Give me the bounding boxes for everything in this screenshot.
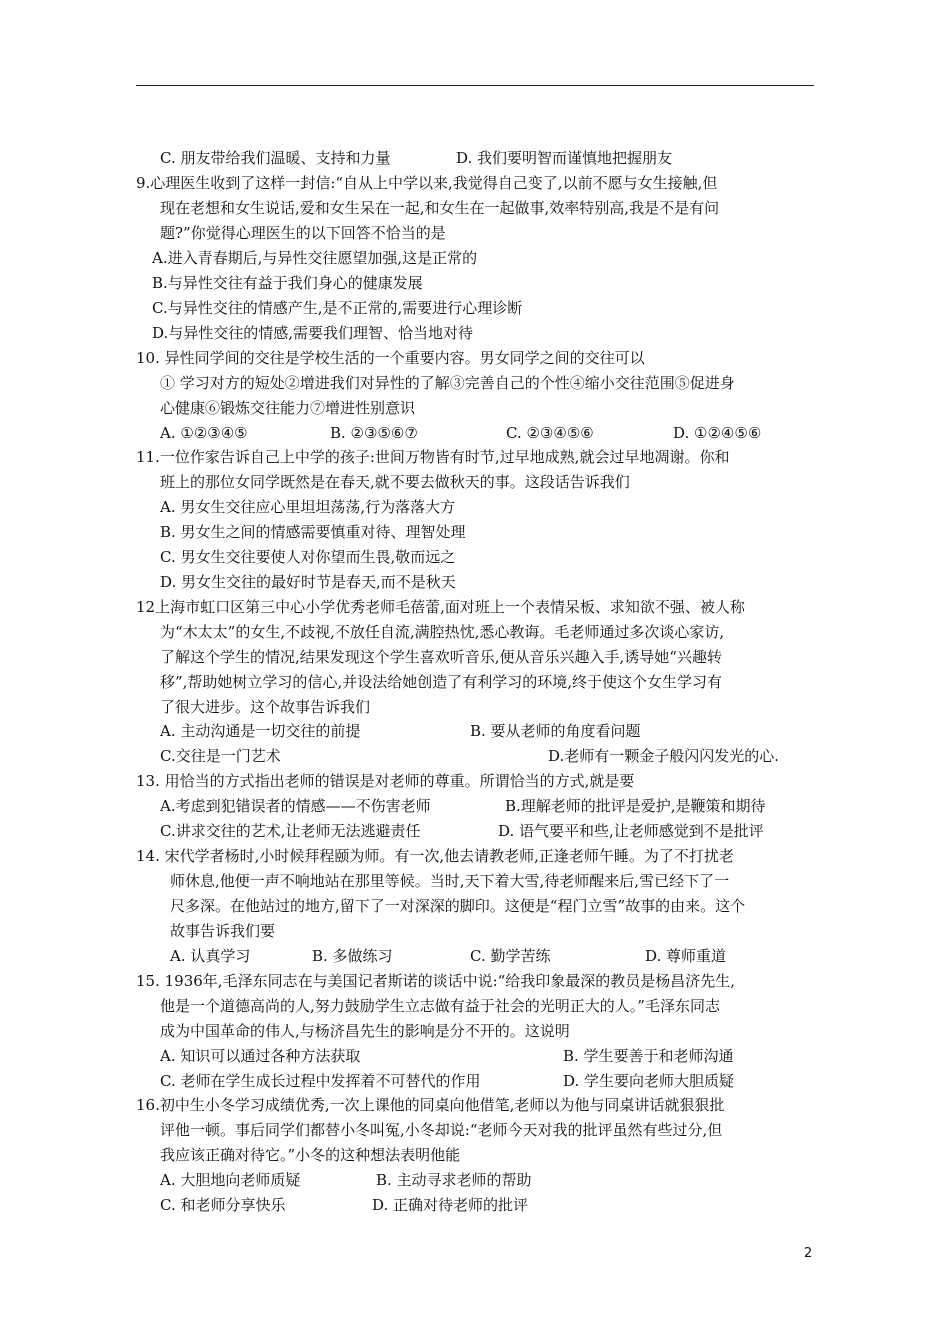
text-line: C. 男女生交往要使人对你望而生畏,敬而远之 xyxy=(160,548,456,566)
text-line: C.与异性交往的情感产生,是不正常的,需要进行心理诊断 xyxy=(152,299,523,317)
text-line: A. 男女生交往应心里坦坦荡荡,行为落落大方 xyxy=(160,498,456,516)
text-line: 评他一顿。事后同学们都替小冬叫冤,小冬却说:“老师今天对我的批评虽然有些过分,但 xyxy=(160,1121,723,1139)
option-text: D. 尊师重道 xyxy=(645,947,727,965)
option-text: D. 学生要向老师大胆质疑 xyxy=(563,1072,735,1090)
option-text: C. 和老师分享快乐 xyxy=(160,1196,286,1214)
text-line: 我应该正确对待它。”小冬的这种想法表明他能 xyxy=(160,1146,461,1164)
text-line: A.进入青春期后,与异性交往愿望加强,这是正常的 xyxy=(152,249,478,267)
option-text: A. ①②③④⑤ xyxy=(160,424,248,442)
text-line: 班上的那位女同学既然是在春天,就不要去做秋天的事。这段话告诉我们 xyxy=(160,473,630,491)
option-text: B. 学生要善于和老师沟通 xyxy=(563,1047,734,1065)
text-line: 9.心理医生收到了这样一封信:“自从上中学以来,我觉得自己变了,以前不愿与女生接触,但 xyxy=(136,174,718,192)
text-line: 他是一个道德高尚的人,努力鼓励学生立志做有益于社会的光明正大的人。”毛泽东同志 xyxy=(160,997,720,1015)
option-text: D. ①②④⑤⑥ xyxy=(673,424,762,442)
text-line: 10. 异性同学间的交往是学校生活的一个重要内容。男女同学之间的交往可以 xyxy=(136,349,645,367)
option-text: B. ②③⑤⑥⑦ xyxy=(330,424,418,442)
option-text: B. 主动寻求老师的帮助 xyxy=(376,1171,532,1189)
option-text: A. 大胆地向老师质疑 xyxy=(160,1171,301,1189)
option-text: D. 语气要平和些,让老师感觉到不是批评 xyxy=(498,822,764,840)
option-text: C. 朋友带给我们温暖、支持和力量 xyxy=(160,149,391,167)
text-line: 15. 1936年,毛泽东同志在与美国记者斯诺的谈话中说:“给我印象最深的教员是杨昌济先生, xyxy=(136,972,736,990)
option-text: A.考虑到犯错误者的情感——不伤害老师 xyxy=(160,797,431,815)
text-line: 为“木太太”的女生,不歧视,不放任自流,满腔热忱,悉心教诲。毛老师通过多次谈心家访, xyxy=(160,623,725,641)
text-line: ① 学习对方的短处②增进我们对异性的了解③完善自己的个性④缩小交往范围⑤促进身 xyxy=(160,374,735,392)
option-text: A. 认真学习 xyxy=(170,947,251,965)
text-line: 故事告诉我们要 xyxy=(170,922,276,940)
option-text: A. 知识可以通过各种方法获取 xyxy=(160,1047,361,1065)
text-line: 成为中国革命的伟人,与杨济昌先生的影响是分不开的。这说明 xyxy=(160,1022,570,1040)
text-line: 师休息,他便一声不响地站在那里等候。当时,天下着大雪,待老师醒来后,雪已经下了一 xyxy=(170,872,730,890)
option-text: C. 勤学苦练 xyxy=(470,947,551,965)
text-line: 尺多深。在他站过的地方,留下了一对深深的脚印。这便是“程门立雪”故事的由来。这个 xyxy=(170,897,746,915)
text-line: B. 男女生之间的情感需要慎重对待、理智处理 xyxy=(160,523,466,541)
option-text: C.交往是一门艺术 xyxy=(160,747,281,765)
page-number: 2 xyxy=(804,1246,813,1261)
header-rule xyxy=(136,85,814,86)
option-text: C. 老师在学生成长过程中发挥着不可替代的作用 xyxy=(160,1072,481,1090)
text-line: B.与异性交往有益于我们身心的健康发展 xyxy=(152,274,423,292)
text-line: 11.一位作家告诉自己上中学的孩子:世间万物皆有时节,过早地成熟,就会过早地凋谢。你和 xyxy=(136,448,730,466)
text-line: 16.初中生小冬学习成绩优秀,一次上课他的同桌向他借笔,老师以为他与同桌讲话就狠狠批 xyxy=(136,1096,725,1114)
option-text: D. 正确对待老师的批评 xyxy=(372,1196,529,1214)
text-line: 了解这个学生的情况,结果发现这个学生喜欢听音乐,便从音乐兴趣入手,诱导她“兴趣转 xyxy=(160,648,722,666)
option-text: B. 多做练习 xyxy=(312,947,393,965)
text-line: 14. 宋代学者杨时,小时候拜程颐为师。有一次,他去请教老师,正逢老师午睡。为了不打扰老 xyxy=(136,847,734,865)
text-line: 现在老想和女生说话,爱和女生呆在一起,和女生在一起做事,效率特别高,我是不是有问 xyxy=(160,199,720,217)
text-line: 移”,帮助她树立学习的信心,并设法给她创造了有利学习的环境,终于使这个女生学习有 xyxy=(160,673,722,691)
text-line: 了很大进步。这个故事告诉我们 xyxy=(160,698,371,716)
text-line: 心健康⑥锻炼交往能力⑦增进性别意识 xyxy=(160,399,416,417)
text-line: 12上海市虹口区第三中心小学优秀老师毛蓓蕾,面对班上一个表情呆板、求知欲不强、被人称 xyxy=(136,598,745,616)
text-line: 13. 用恰当的方式指出老师的错误是对老师的尊重。所谓恰当的方式,就是要 xyxy=(136,772,635,790)
option-text: A. 主动沟通是一切交往的前提 xyxy=(160,722,361,740)
text-line: D. 男女生交往的最好时节是春天,而不是秋天 xyxy=(160,573,456,591)
text-line: 题?”你觉得心理医生的以下回答不恰当的是 xyxy=(160,224,446,242)
option-text: D.老师有一颗金子般闪闪发光的心. xyxy=(548,747,780,765)
option-text: B. 要从老师的角度看问题 xyxy=(470,722,641,740)
option-text: C.讲求交往的艺术,让老师无法逃避责任 xyxy=(160,822,421,840)
option-text: C. ②③④⑤⑥ xyxy=(506,424,594,442)
text-line: D.与异性交往的情感,需要我们理智、恰当地对待 xyxy=(152,324,474,342)
option-text: B.理解老师的批评是爱护,是鞭策和期待 xyxy=(505,797,766,815)
option-text: D. 我们要明智而谨慎地把握朋友 xyxy=(456,149,673,167)
